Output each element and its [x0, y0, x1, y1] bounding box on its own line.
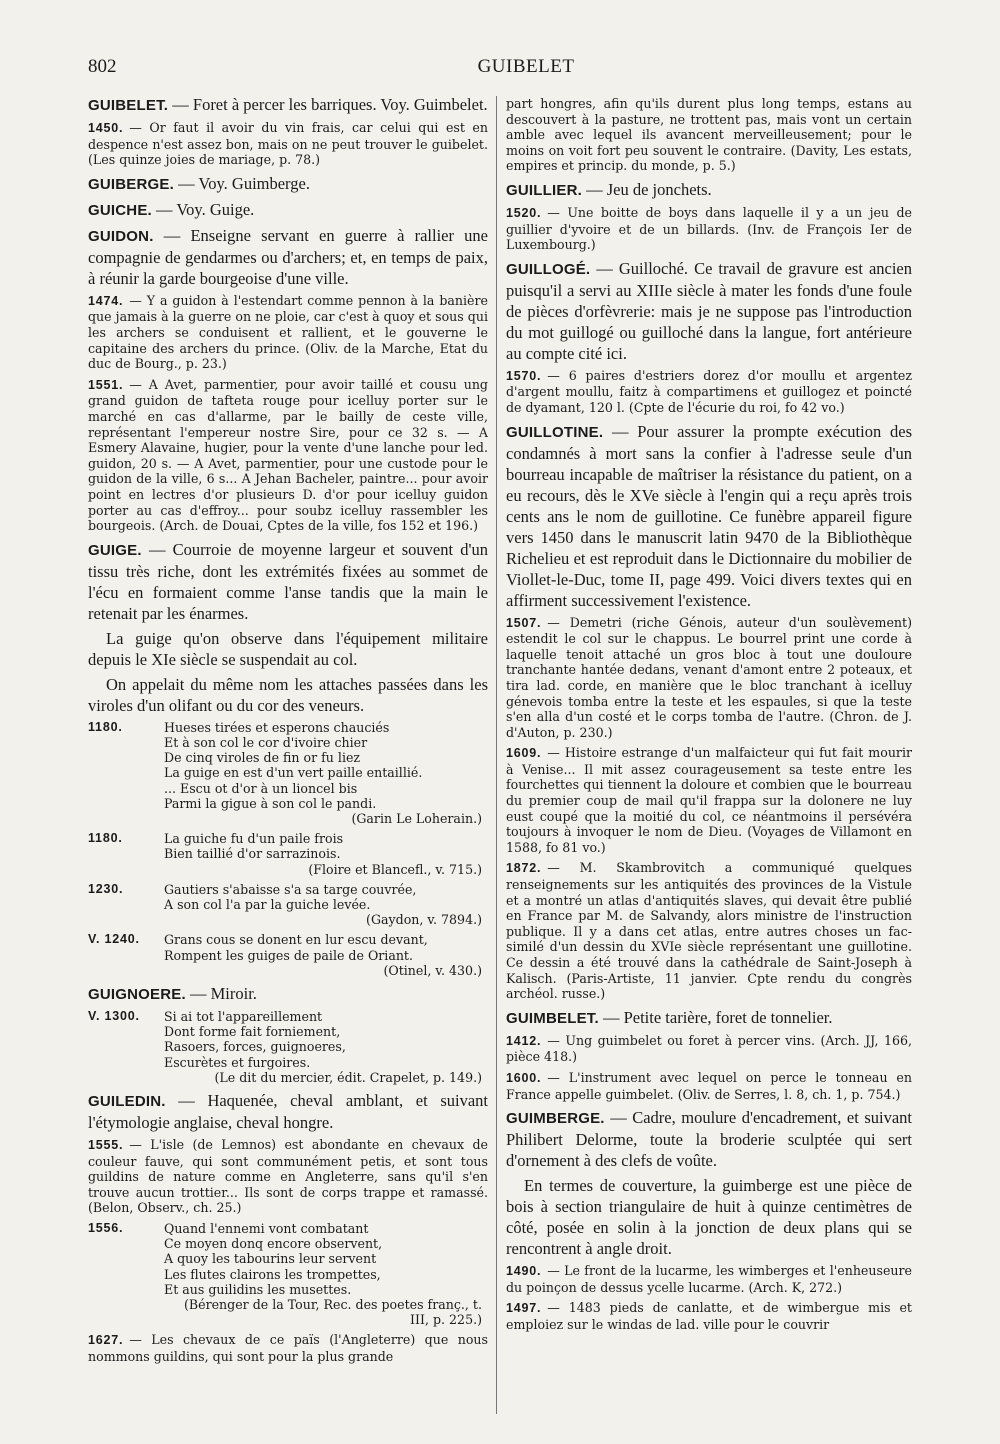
verse-line: A son col l'a par la guiche levée.	[164, 896, 371, 912]
citation-year: 1450.	[88, 121, 124, 135]
verse-spacer	[88, 811, 164, 826]
citation	[506, 96, 912, 174]
verse-source: (Gaydon, v. 7894.)	[366, 912, 482, 928]
right-column	[506, 92, 912, 1408]
verse-line: Ce moyen donq encore observent,	[164, 1236, 383, 1252]
citation-year: 1230.	[88, 881, 124, 896]
verse-line: Si ai tot l'appareillement	[164, 1008, 323, 1024]
entry-definition: — Voy. Guimberge.	[178, 173, 310, 193]
verse-citation	[88, 1009, 488, 1085]
dictionary-entry	[88, 225, 488, 289]
citation	[506, 745, 912, 855]
citation-text: — L'isle (de Lemnos) est abondante en chevaux de couleur fauve, qui sont communément petis, et sont tous guildins de nature comme en Angleterre, sans qu'il s'en trouve aucun trottier... Ils sont de corps trappe et ramassé. (Belon, Observ., ch. 25.)	[88, 1136, 488, 1216]
entry-definition: — Voy. Guige.	[156, 199, 255, 219]
verse-line: La guige en est d'un vert paille entaillié.	[164, 765, 423, 781]
citation	[506, 205, 912, 253]
citation-year: 1507.	[506, 615, 542, 630]
entry-headword: GUIGNOERE.	[88, 985, 186, 1003]
verse-citation	[88, 720, 488, 826]
citation-text: — 1483 pieds de canlatte, et de wimbergue mis et emploiez sur le windas de lad. ville pour le couvrir	[506, 1300, 912, 1332]
citation-year: 1555.	[88, 1137, 124, 1152]
citation-year: 1490.	[506, 1264, 542, 1279]
citation-text: — A Avet, parmentier, pour avoir taillé et cousu ung grand guidon de tafteta rouge pour icelluy porter sur le marché en cas d'allarme, par le bailly de ceste ville, représentant l'empereur nostre Sire, pour ce 32 s. — A Esmery Alavaine, hugier, pour la vente d'une lanche pour led. guidon, 20 s. — A Avet, parmentier, pour une custode pour le guidon de la ville, 6 s... A Jehan Bacheler, paintre... pour avoir point en lectres d'or plusieurs D. d'or pour icelluy guidon porter au cas d'effroy... pour soubz icelluy rassembler les bourgeois. (Arch. de Douai, Cptes de la ville, fos 152 et 196.)	[88, 376, 488, 534]
citation-text: — L'instrument avec lequel on perce le tonneau en France appelle guimbelet. (Oliv. de Serres, l. 8, ch. 1, p. 754.)	[506, 1069, 912, 1102]
verse-citation	[88, 932, 488, 978]
verse-citation	[88, 882, 488, 928]
verse-source: (Otinel, v. 430.)	[383, 962, 482, 978]
citation-year: 1180.	[88, 719, 123, 734]
entry-headword: GUIBELET.	[88, 97, 169, 114]
verse-citation	[88, 1221, 488, 1327]
entry-definition: — Petite tarière, foret de tonnelier.	[602, 1007, 833, 1027]
entry-headword: GUILLOTINE.	[506, 423, 604, 441]
entry-headword: GUIDON.	[88, 227, 154, 245]
page-number: 802	[88, 56, 117, 77]
verse-lines	[164, 932, 488, 962]
citation	[506, 1070, 912, 1102]
verse-line: Grans cous se donent en lur escu devant,	[164, 932, 428, 948]
verse-lines	[164, 1221, 488, 1297]
citation	[88, 1137, 488, 1216]
dictionary-entry	[506, 258, 912, 364]
dictionary-entry	[88, 199, 488, 221]
citation	[88, 1332, 488, 1364]
citation	[88, 377, 488, 534]
citation-year: V. 1300.	[88, 1008, 140, 1023]
citation-year: 1570.	[506, 368, 542, 383]
verse-spacer	[88, 1070, 164, 1085]
dictionary-entry	[88, 173, 488, 195]
citation	[88, 120, 488, 168]
running-title: GUIBELET	[477, 56, 575, 77]
verse-line: ... Escu ot d'or à un lioncel bis	[164, 780, 358, 796]
citation-year: 1180.	[88, 831, 123, 846]
entry-definition: — Enseigne servant en guerre à rallier une compagnie de gendarmes ou d'archers; et, en temps de paix, à réunir la garde bourgeoise d'une ville.	[88, 225, 488, 288]
entry-definition: — Pour assurer la prompte exécution des condamnés à mort sans la confier à l'adresse seule d'un bourreau incapable de maîtriser la résistance du patient, on a eu recours, dès le XVe siècle à l'engin qui a reçu après trois cents ans le nom de guillotine. Ce funèbre appareil figure vers 1450 dans le manuscrit latin 9470 de la Bibliothèque Richelieu et est reproduit dans le Dictionnaire du mobilier de Viollet-le-Duc, tome II, page 499. Voici divers textes qui en affirment successivement l'existence.	[506, 421, 912, 610]
entry-paragraph: La guige qu'on observe dans l'équipement militaire depuis le XIe siècle se suspendait au col.	[88, 628, 488, 669]
citation-text: — Le front de la lucarme, les wimberges et l'enheuseure du poinçon de dessus ycelle lucarme. (Arch. K, 272.)	[506, 1263, 912, 1295]
verse-line: De cinq viroles de fin or fu liez	[164, 750, 361, 766]
citation-year: 1520.	[506, 205, 542, 220]
entry-headword: GUIMBERGE.	[506, 1110, 605, 1128]
verse-line: Parmi la gigue à son col le pandi.	[164, 795, 377, 811]
verse-spacer	[88, 963, 164, 978]
citation	[88, 293, 488, 372]
dictionary-entry	[88, 1090, 488, 1133]
citation-text: — 6 paires d'estriers dorez d'or moullu et argentez d'argent moullu, faitz à compartimens et guillogez et poincté de dyamant, 120 l. (Cpte de l'écurie du roi, fo 42 vo.)	[506, 367, 912, 415]
citation-year: 1600.	[506, 1070, 542, 1085]
verse-source: (Floire et Blancefl., v. 715.)	[308, 861, 482, 877]
verse-lines	[164, 831, 488, 861]
column-divider	[496, 96, 497, 1414]
entry-headword: GUIBERGE.	[88, 175, 174, 193]
citation-year: V. 1240.	[88, 932, 140, 947]
verse-line: Et à son col le cor d'ivoire chier	[164, 734, 368, 750]
verse-spacer	[88, 1297, 164, 1327]
verse-line: Hueses tirées et esperons chauciés	[164, 719, 390, 735]
citation-text: part hongres, afin qu'ils durent plus long temps, estans au descouvert à la pasture, ne trottent pas, mais vont un certain amble avec lequel ils avancent merveilleusement; pour le moins on voit fort peu souvent le contraire. (Davity, Les estats, empires et princip. du monde, p. 5.)	[506, 96, 912, 174]
verse-lines	[164, 720, 488, 811]
citation-text: — Demetri (riche Génois, auteur d'un soulèvement) estendit le col sur le chappus. Le bourrel print une corde à laquelle tenoit attaché un gros bloc à tout une douloure tranchante hantée dedans, venant d'amont entre 2 poteaux, et tira lad. corde, en manière que le bloc tranchant à icelluy génevois tomba entre la teste et les espaules, si que la teste s'en alla d'un costé et le corps tomba de l'autre. (Chron. de J. d'Auton, p. 230.)	[506, 614, 912, 740]
dictionary-entry	[506, 1007, 912, 1029]
citation-text: — Ung guimbelet ou foret à percer vins. (Arch. JJ, 166, pièce 418.)	[506, 1032, 912, 1065]
citation-year: 1609.	[506, 746, 542, 761]
verse-lines	[164, 1009, 488, 1070]
entry-headword: GUIGE.	[88, 541, 142, 559]
citation-text: — Les chevaux de ce païs (l'Angleterre) que nous nommons guildins, qui sont pour la plus grande	[88, 1332, 488, 1364]
verse-source: (Bérenger de la Tour, Rec. des poetes franç., t. III, p. 225.)	[183, 1296, 482, 1328]
citation	[506, 368, 912, 416]
citation-text: — Histoire estrange d'un malfaicteur qui fut fait mourir à Venise... Il mit assez courageusement sa teste entre les fourchettes qui tiennent la doloure et combien que le bourreau du premier coup de mail qu'il frappa sur la dolonere ne luy eust coupé que la moitié du col, ce néantmoins il persévéra toujours à invoquer le nom de Dieu. (Voyages de Villamont en 1588, fo 81 vo.)	[506, 745, 912, 855]
dictionary-entry	[506, 179, 912, 201]
dictionary-entry	[88, 983, 488, 1005]
citation	[506, 1300, 912, 1332]
entry-definition: — Courroie de moyenne largeur et souvent d'un tissu très riche, dont les extrémités fixées au sommet de l'écu en formaient comme l'anse tandis que la main le retenait par les énarmes.	[88, 539, 488, 623]
verse-line: Dont forme fait forniement,	[164, 1024, 341, 1040]
entry-paragraph: En termes de couverture, la guimberge est une pièce de bois à section triangulaire de huit à quinze centimètres de côté, posée en solin à la jonction de deux plans qui se rencontrent à angle droit.	[506, 1176, 912, 1259]
citation-year: 1474.	[88, 293, 124, 308]
citation-year: 1497.	[506, 1301, 542, 1316]
verse-line: Les flutes clairons les trompettes,	[164, 1266, 381, 1282]
verse-citation	[88, 831, 488, 877]
entry-definition: — Jeu de jonchets.	[586, 179, 712, 199]
verse-source: (Le dit du mercier, édit. Crapelet, p. 149.)	[214, 1069, 482, 1085]
citation-year: 1627.	[88, 1333, 124, 1348]
entry-headword: GUIMBELET.	[506, 1009, 599, 1027]
verse-line: Quand l'ennemi vont combatant	[164, 1220, 369, 1236]
dictionary-entry	[88, 539, 488, 624]
citation-text: — Une boitte de boys dans laquelle il y a un jeu de guillier d'yvoire et de un billards. (Inv. de François Ier de Luxembourg.)	[506, 204, 912, 253]
verse-line: La guiche fu d'un paile frois	[164, 831, 344, 847]
citation	[506, 615, 912, 741]
entry-definition: — Haquenée, cheval amblant, et suivant l'étymologie anglaise, cheval hongre.	[88, 1090, 488, 1132]
entry-headword: GUILEDIN.	[88, 1092, 166, 1110]
verse-line: Et aus guilidins les musettes.	[164, 1281, 352, 1297]
entry-headword: GUILLIER.	[506, 181, 582, 199]
verse-line: Rasoers, forces, guignoeres,	[164, 1039, 346, 1055]
entry-definition: — Foret à percer les barriques. Voy. Guimbelet.	[172, 95, 488, 114]
citation-text: — Y a guidon à l'estendart comme pennon à la banière que jamais à la guerre on ne ploie, car c'est à quoy et sous qui les archers se conduisent et rallient, et le gouverne le capitaine des archers du prince. (Oliv. de la Marche, Etat du duc de Bourg., p. 23.)	[88, 292, 488, 372]
verse-spacer	[88, 912, 164, 927]
citation-year: 1556.	[88, 1220, 124, 1235]
citation	[506, 1033, 912, 1065]
verse-spacer	[88, 862, 164, 877]
entry-definition: — Miroir.	[189, 983, 257, 1003]
citation-year: 1872.	[506, 861, 542, 876]
dictionary-entry	[506, 1107, 912, 1171]
entry-definition: — Guilloché. Ce travail de gravure est ancien puisqu'il a servi au XIIIe siècle à mater les fonds d'une foule de pièces d'orfèvrerie: mais je ne suppose pas l'introduction du mot guillogé ou guilloché dans la langue, fort antérieure au compte cité ici.	[506, 258, 912, 363]
verse-line: Escurètes et furgoires.	[164, 1054, 311, 1070]
citation-text: — M. Skambrovitch a communiqué quelques renseignements sur les antiquités des provinces de la Vistule et a montré un atlas d'antiquités slaves, qui devait être publié en France par M. de Salvandy, alors ministre de l'instruction publique. Il y a dans cet atlas, entre autres choses un fac-similé d'un dessin du XVIe siècle représentant une guillotine. Ce dessin a été trouvé dans la cathédrale de Saint-Joseph à Kalisch. (Paris-Artiste, 11 janvier. Cpte rendu du congrès archéol. russe.)	[506, 860, 912, 1002]
citation	[506, 860, 912, 1001]
dictionary-entry	[88, 94, 488, 116]
verse-source: (Garin Le Loherain.)	[351, 810, 482, 826]
entry-headword: GUICHE.	[88, 201, 152, 219]
verse-line: Rompent les guiges de paile de Oriant.	[164, 947, 413, 963]
entry-headword: GUILLOGÉ.	[506, 260, 591, 278]
citation	[506, 1263, 912, 1295]
citation-text: — Or faut il avoir du vin frais, car celui qui est en despence n'est assez bon, mais on ne peut trouver le guibelet. (Les quinze joies de mariage, p. 78.)	[88, 120, 488, 168]
verse-line: Gautiers s'abaisse s'a sa targe couvrée,	[164, 881, 417, 897]
dictionary-entry	[506, 421, 912, 611]
citation-year: 1412.	[506, 1033, 542, 1048]
verse-lines	[164, 882, 488, 912]
page-header	[88, 56, 964, 86]
verse-line: Bien taillié d'or sarrazinois.	[164, 846, 341, 862]
entry-definition: — Cadre, moulure d'encadrement, et suivant Philibert Delorme, toute la broderie sculptée qui sert d'ornement à des clefs de voûte.	[506, 1108, 912, 1171]
verse-line: A quoy les tabourins leur servent	[164, 1251, 377, 1267]
entry-paragraph: On appelait du même nom les attaches passées dans les viroles d'un olifant ou du cor des veneurs.	[88, 674, 488, 715]
citation-year: 1551.	[88, 377, 124, 392]
left-column	[88, 92, 488, 1408]
